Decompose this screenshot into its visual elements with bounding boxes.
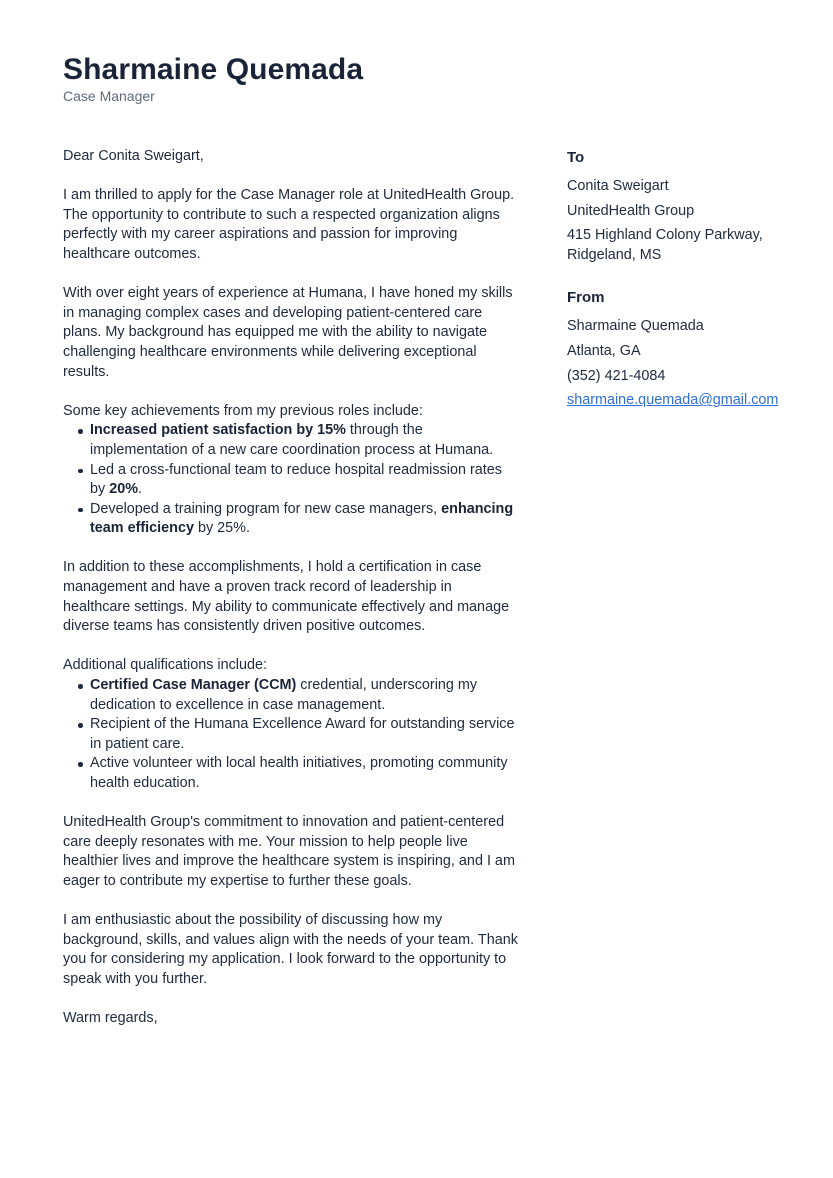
sender-email-link[interactable]: sharmaine.quemada@gmail.com — [567, 392, 779, 409]
paragraph-closing: I am enthusiastic about the possibility of discussing how my background, skills, and values align with the needs of your team. Thank you for considering my application. I look forward to the opportunity to speak with you further. — [63, 912, 518, 987]
list-item: Active volunteer with local health initiatives, promoting community health education. — [90, 754, 521, 793]
to-heading: To — [567, 149, 585, 166]
recipient-name: Conita Sweigart — [567, 178, 669, 194]
recipient-block — [567, 147, 797, 265]
list-item: Increased patient satisfaction by 15% through the implementation of a new care coordination process at Humana. — [90, 421, 521, 460]
salutation: Dear Conita Sweigart, — [63, 148, 204, 164]
achievements-list — [63, 421, 521, 539]
sender-phone: (352) 421-4084 — [567, 367, 666, 384]
applicant-name: Sharmaine Quemada — [63, 53, 364, 86]
sign-off: Warm regards, — [63, 1010, 158, 1027]
achievements-intro: Some key achievements from my previous roles include: — [63, 402, 423, 419]
sender-location: Atlanta, GA — [567, 342, 641, 359]
recipient-address: 415 Highland Colony Parkway, Ridgeland, MS — [567, 227, 763, 263]
contact-sidebar — [567, 147, 797, 433]
recipient-company: UnitedHealth Group — [567, 202, 695, 219]
paragraph-certification: In addition to these accomplishments, I hold a certification in case management and have a proven track record of leadership in healthcare settings. My ability to communicate effectively and manage diverse teams has consistently driven positive outcomes. — [63, 559, 510, 635]
from-heading: From — [567, 289, 605, 307]
list-item: Developed a training program for new case managers, enhancing team efficiency by 25%. — [90, 500, 521, 539]
qualifications-intro: Additional qualifications include: — [63, 657, 267, 674]
list-item: Recipient of the Humana Excellence Award for outstanding service in patient care. — [90, 715, 521, 754]
sender-name: Sharmaine Quemada — [567, 318, 704, 335]
qualifications-list — [63, 676, 521, 794]
applicant-title: Case Manager — [63, 88, 155, 104]
paragraph-experience: With over eight years of experience at Humana, I have honed my skills in managing complex cases and developing patient-centered care plans. My background has equipped me with the ability to navigate challenging healthcare environments while delivering exceptional results. — [63, 285, 513, 380]
list-item: Led a cross-functional team to reduce hospital readmission rates by 20%. — [90, 461, 521, 500]
paragraph-intro: I am thrilled to apply for the Case Manager role at UnitedHealth Group. The opportunity to contribute to such a respected organization aligns perfectly with my career aspirations and passion for improving healthcare outcomes. — [63, 187, 515, 262]
list-item: Certified Case Manager (CCM) credential, underscoring my dedication to excellence in case management. — [90, 676, 521, 715]
paragraph-company: UnitedHealth Group's commitment to innovation and patient-centered care deeply resonates with me. Your mission to help people live healthier lives and improve the healthcare system is inspiring, and I am eager to contribute my expertise to further these goals. — [63, 814, 515, 889]
sender-block — [567, 287, 797, 410]
letter-body — [63, 147, 521, 1048]
